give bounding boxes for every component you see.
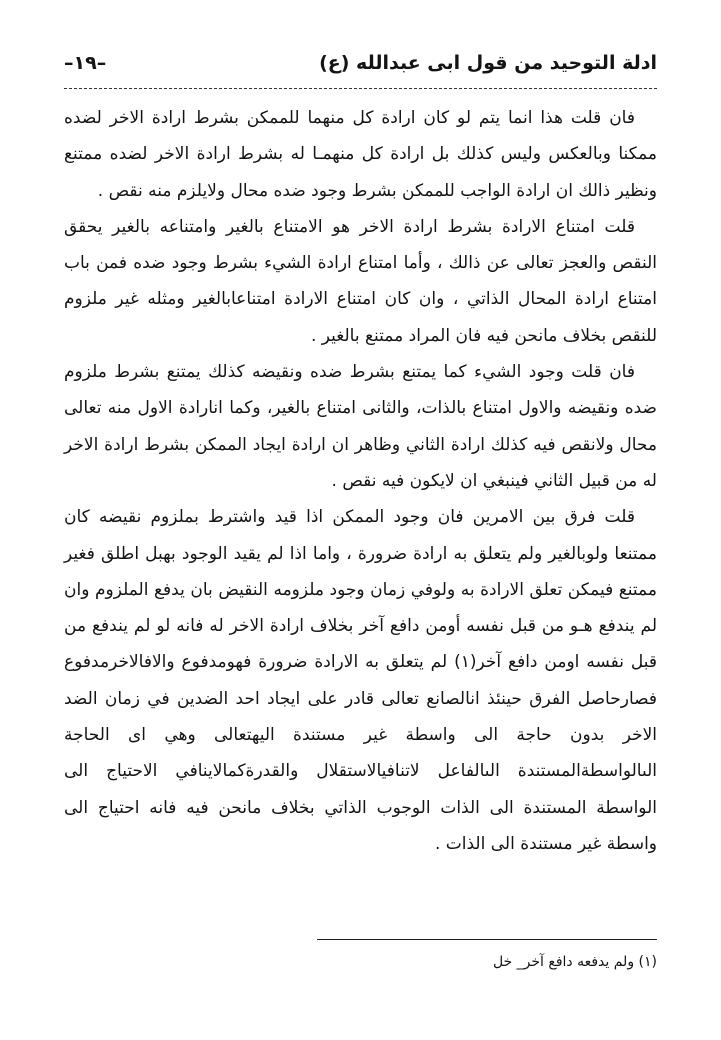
paragraph-2: قلت امتناع الارادة بشرط ارادة الاخر هو الامتناع بالغير وامتناعه بالغير يحقق النقص والعجز تعالى عن ذالك ، وأما امتناع ارادة الشيء بشرط وجود ضده فمن باب امتناع ارادة المحال الذاتي ، وان كان امتناع الارادة امتناعابالغير ومثله غير ملزوم للنقص بخلاف مانحن فيه فان المراد ممتنع بالغير . xyxy=(64,216,657,346)
body-text xyxy=(64,100,657,862)
paragraph-3: فان قلت وجود الشيء كما يمتنع بشرط ضده ونقيضه كذلك يمتنع بشرط ملزوم ضده ونقيضه والاول امتناع بالذات، والثانى امتناع بالغير، وكما انارادة الاول منه تعالى محال ولانقص فيه كذلك ارادة الثاني وظاهر ان ارادة ايجاد الممكن بشرط ارادة الاخر له من قبيل الثاني فينبغي ان لايكون فيه نقص . xyxy=(64,362,657,491)
paragraph-4: قلت فرق بين الامرين فان وجود الممكن اذا قيد واشترط بملزوم نقيضه كان ممتنعا ولوبالغير ولم يتعلق به ارادة ضرورة ، واما اذا لم يقيد الوجود بهبل اطلق فغير ممتنع فيمكن تعلق الارادة به ولوفي زمان وجود ملزومه النقيض بان يدفع الملزوم وان لم يندفع هـو من قبل نفسه أومن دافع آخر بخلاف ارادة الاخر له فانه لو لم يندفع من قبل نفسه اومن دافع آخر(١) لم يتعلق به الارادة ضرورة فهومدفوع والافالاخرمدفوع فصارحاصل الفرق حينئذ انالصانع تعالى قادر على ايجاد احد الضدين في زمان الضد الاخر بدون حاجة الى واسطة غير مستندة اليهتعالى وهي اى الحاجة الىالواسطةالمستندة الىالفاعل لاتنافيالاستقلال والقدرةكمالاينافي الاحتياج الى الواسطة المستندة الى الذات الوجوب الذاتي بخلاف مانحن فيه فانه احتياج الى واسطة غير مستندة الى الذات . xyxy=(64,507,657,854)
footnote-divider xyxy=(317,939,657,940)
header-divider xyxy=(64,88,657,89)
footnote: (١) ولم يدفعه دافع آخر_ خل xyxy=(492,954,657,970)
page-header xyxy=(64,50,657,90)
running-title: ادلة التوحيد من قول ابى عبدالله (ع) xyxy=(319,52,657,74)
paragraph-1: فان قلت هذا انما يتم لو كان ارادة كل منهما للممكن بشرط ارادة الاخر لضده ممكنا وبالعكس وليس كذلك بل ارادة كل منهمـا له بشرط ارادة الاخر لضده ممتنع ونظير ذالك ان ارادة الواجب للممكن بشرط وجود ضده محال ولايلزم منه نقص . xyxy=(64,108,657,201)
page-number: –١٩– xyxy=(64,52,107,74)
